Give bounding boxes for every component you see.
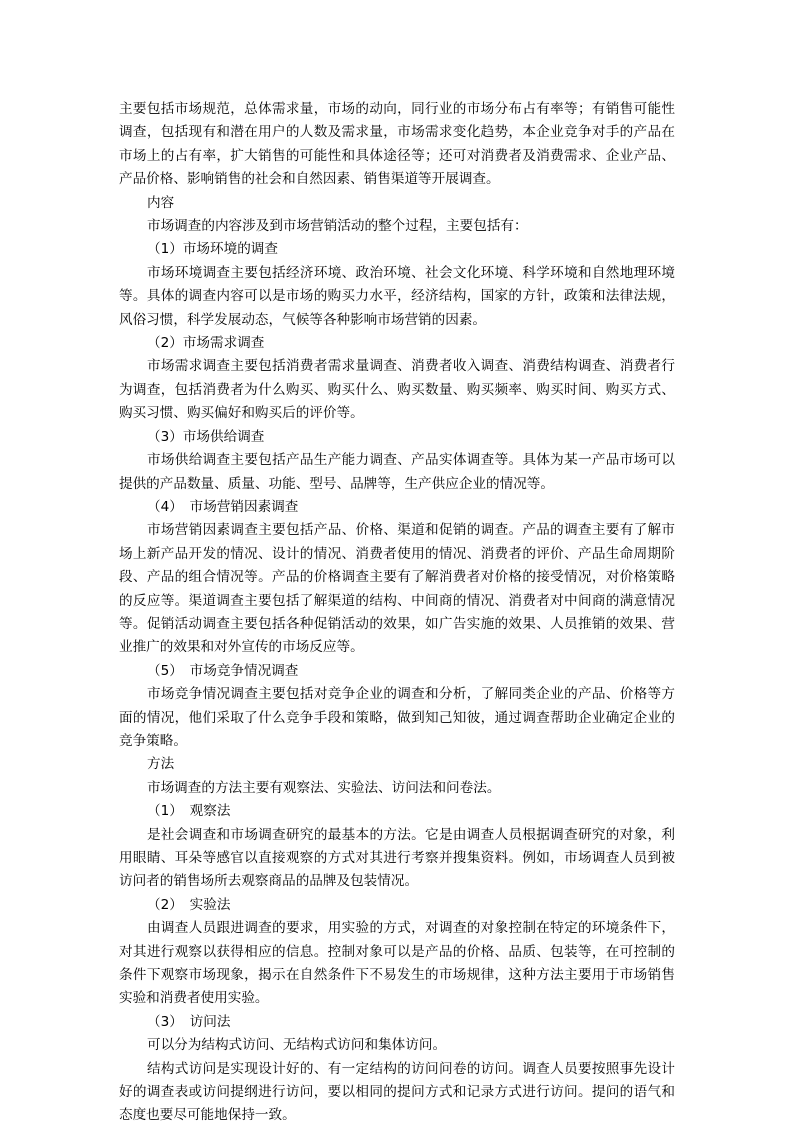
paragraph-structured-interview: 结构式访问是实现设计好的、有一定结构的访问问卷的访问。调查人员要按照事先设计好的调查表或访问提纲进行访问，要以相同的提问方式和记录方式进行访问。提问的语气和态度也要尽可能地保持一致。 bbox=[119, 1060, 675, 1124]
paragraph-intro: 主要包括市场规范，总体需求量，市场的动向，同行业的市场分布占有率等；有销售可能性调查，包括现有和潜在用户的人数及需求量，市场需求变化趋势，本企业竞争对手的产品在市场上的占有率，扩大销售的可能性和具体途径等；还可对消费者及消费需求、企业产品、产品价格、影响销售的社会和自然因素、销售渠道等开展调查。 bbox=[119, 101, 675, 188]
paragraph-experiment: 由调查人员跟进调查的要求，用实验的方式，对调查的对象控制在特定的环境条件下，对其进行观察以获得相应的信息。控制对象可以是产品的价格、品质、包装等，在可控制的条件下观察市场现象，揭示在自然条件下不易发生的市场规律，这种方法主要用于市场销售实验和消费者使用实验。 bbox=[119, 920, 675, 1007]
subheading-experiment: （2） 实验法 bbox=[147, 896, 231, 913]
paragraph-competition: 市场竞争情况调查主要包括对竞争企业的调查和分析，了解同类企业的产品、价格等方面的情况，他们采取了什么竞争手段和策略，做到知己知彼，通过调查帮助企业确定企业的竞争策略。 bbox=[119, 686, 675, 749]
subheading-observation: （1） 观察法 bbox=[147, 803, 231, 820]
paragraph-market-demand: 市场需求调查主要包括消费者需求量调查、消费者收入调查、消费结构调查、消费者行为调查，包括消费者为什么购买、购买什么、购买数量、购买频率、购买时间、购买方式、购买习惯、购买偏好和购买后的评价等。 bbox=[119, 358, 675, 422]
subheading-interview: （3） 访问法 bbox=[147, 1013, 231, 1030]
subheading-competition: （5） 市场竞争情况调查 bbox=[147, 662, 299, 679]
subheading-market-demand: （2）市场需求调查 bbox=[147, 335, 265, 352]
paragraph-marketing-factors: 市场营销因素调查主要包括产品、价格、渠道和促销的调查。产品的调查主要有了解市场上新产品开发的情况、设计的情况、消费者使用的情况、消费者的评价、产品生命周期阶段、产品的组合情况等。产品的价格调查主要有了解消费者对价格的接受情况，对价格策略的反应等。渠道调查主要包括了解渠道的结构、中间商的情况、消费者对中间商的满意情况等。促销活动调查主要包括各种促销活动的效果，如广告实施的效果、人员推销的效果、营业推广的效果和对外宣传的市场反应等。 bbox=[119, 522, 675, 656]
subheading-market-environment: （1）市场环境的调查 bbox=[147, 241, 278, 258]
paragraph-market-environment: 市场环境调查主要包括经济环境、政治环境、社会文化环境、科学环境和自然地理环境等。具体的调查内容可以是市场的购买力水平，经济结构，国家的方针，政策和法律法规，风俗习惯，科学发展动态，气候等各种影响市场营销的因素。 bbox=[119, 264, 675, 328]
paragraph-methods-overview: 市场调查的方法主要有观察法、实验法、访问法和问卷法。 bbox=[147, 779, 501, 796]
subheading-marketing-factors: （4） 市场营销因素调查 bbox=[147, 498, 299, 515]
subheading-market-supply: （3）市场供给调查 bbox=[147, 428, 265, 445]
paragraph-interview-types: 可以分为结构式访问、无结构式访问和集体访问。 bbox=[147, 1037, 447, 1054]
section-title-methods: 方法 bbox=[147, 756, 175, 773]
paragraph-market-supply: 市场供给调查主要包括产品生产能力调查、产品实体调查等。具体为某一产品市场可以提供的产品数量、质量、功能、型号、品牌等，生产供应企业的情况等。 bbox=[119, 452, 675, 492]
section-title-content: 内容 bbox=[147, 194, 175, 211]
paragraph-content-overview: 市场调查的内容涉及到市场营销活动的整个过程，主要包括有： bbox=[147, 218, 528, 235]
document-page bbox=[119, 98, 675, 1128]
paragraph-observation: 是社会调查和市场调查研究的最基本的方法。它是由调查人员根据调查研究的对象，利用眼睛、耳朵等感官以直接观察的方式对其进行考察并搜集资料。例如，市场调查人员到被访问者的销售场所去观察商品的品牌及包装情况。 bbox=[119, 826, 675, 890]
